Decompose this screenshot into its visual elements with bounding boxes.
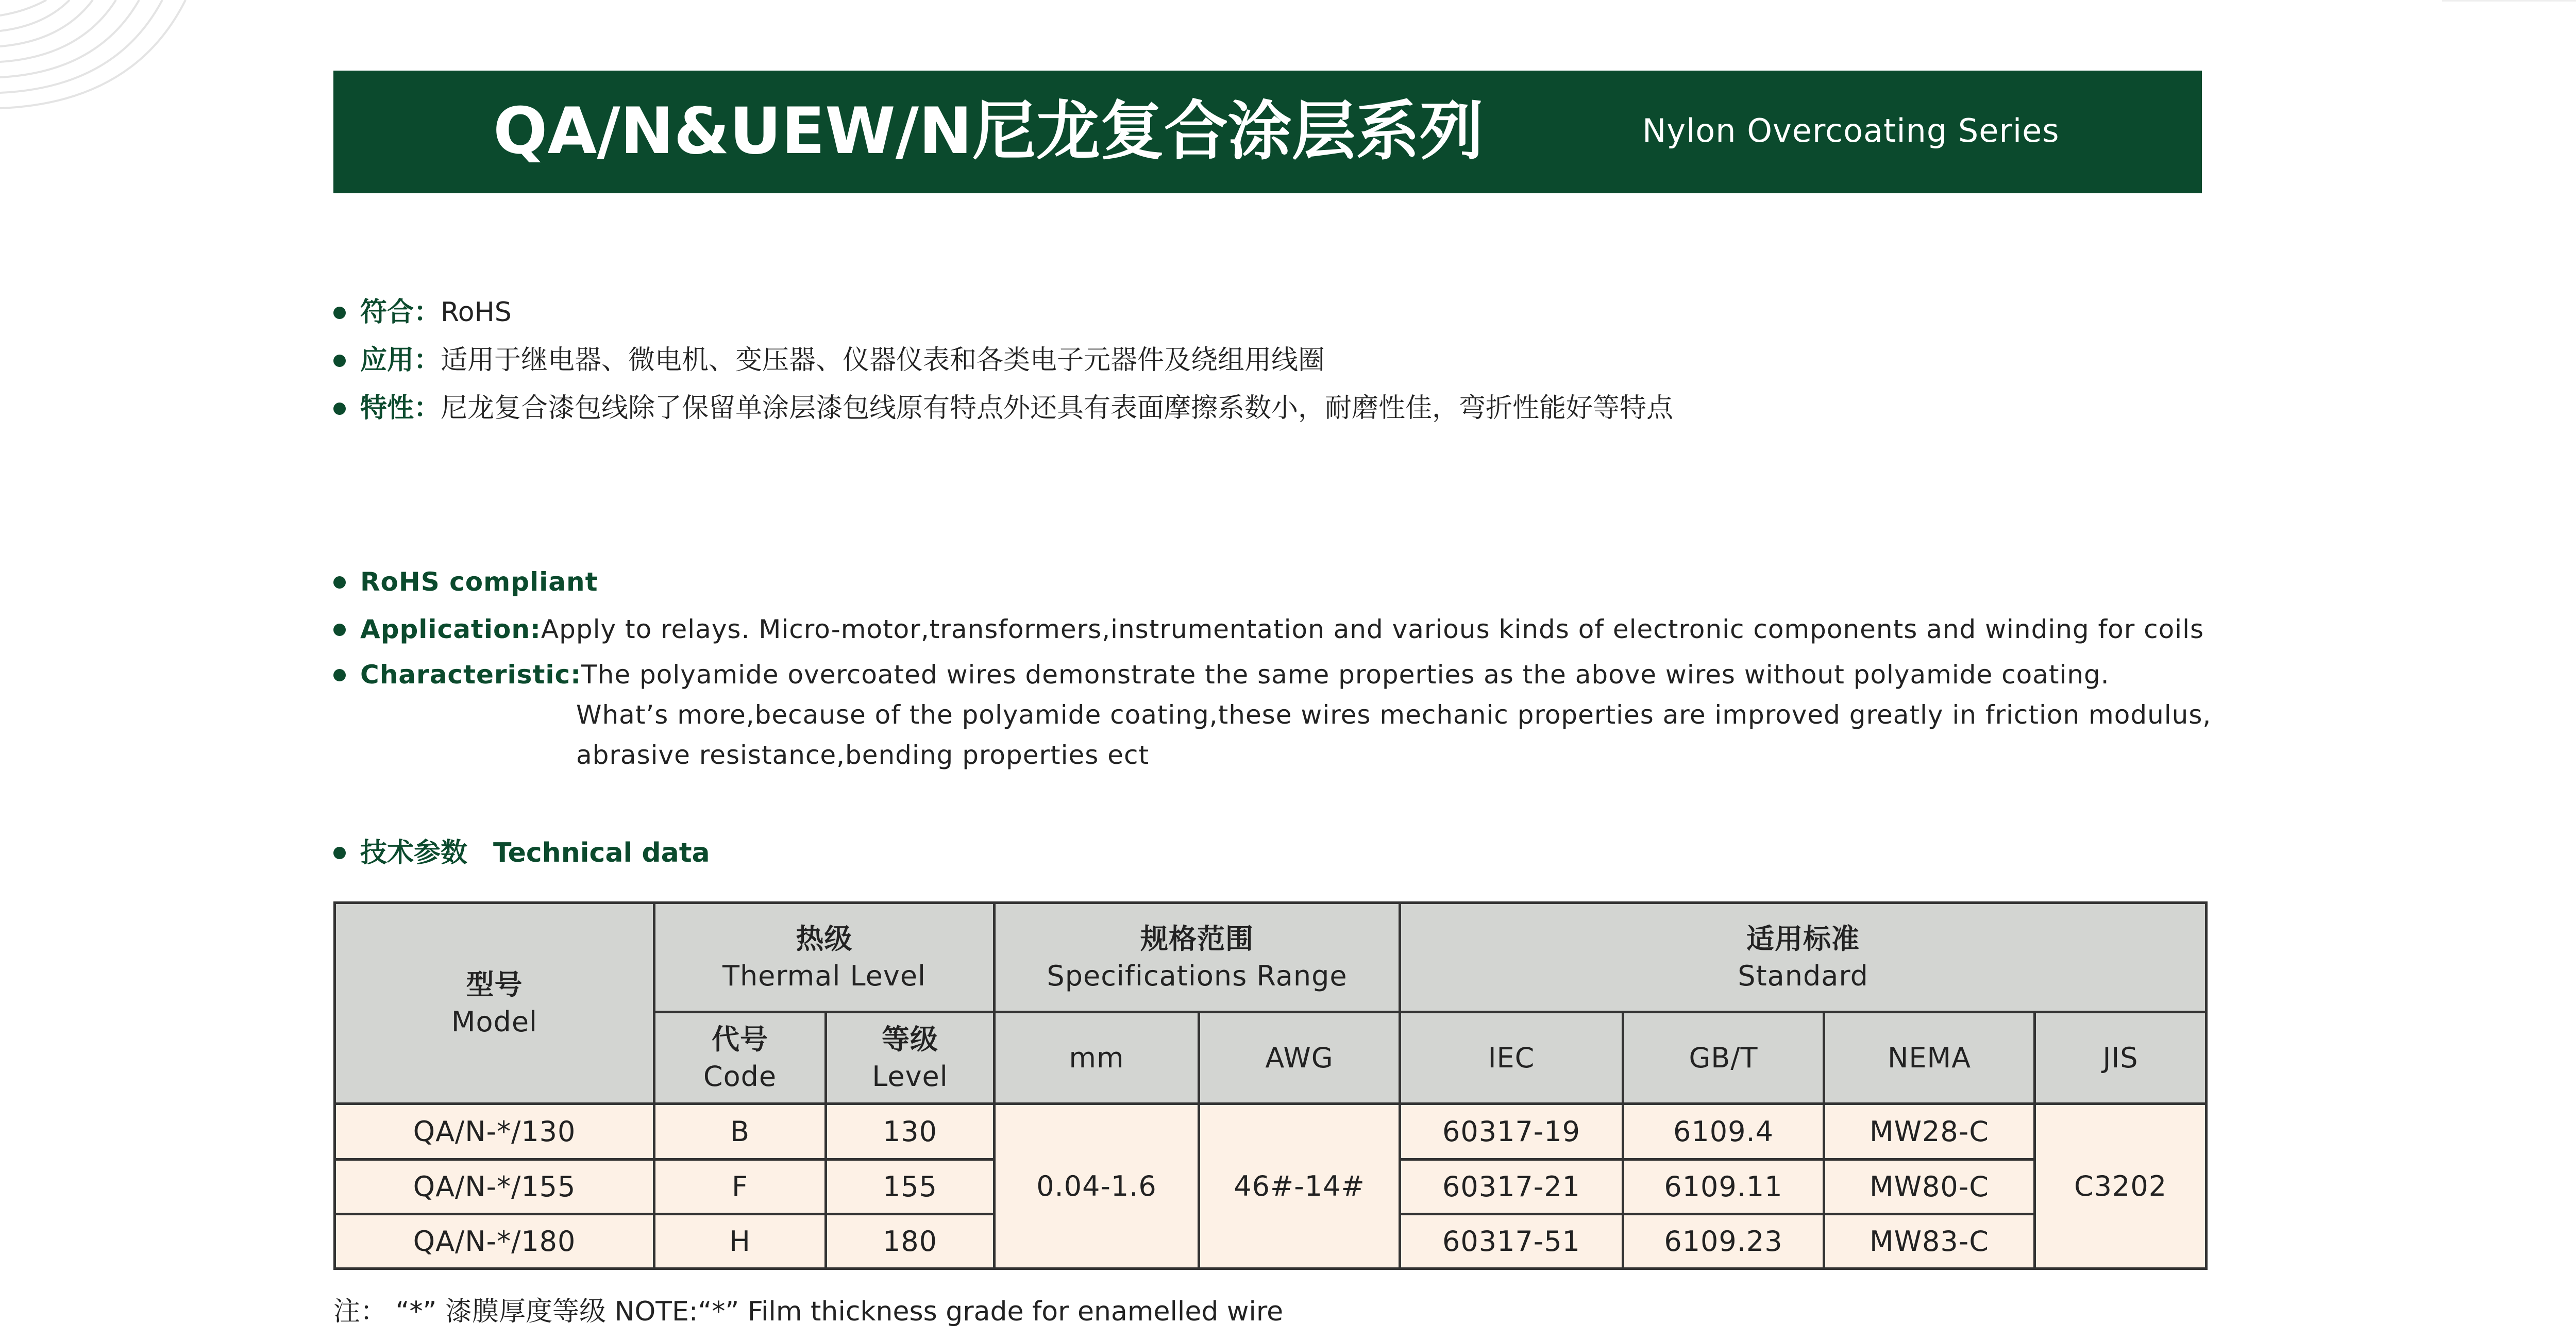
feature-text: 尼龙复合漆包线除了保留单涂层漆包线原有特点外还具有表面摩擦系数小，耐磨性佳，弯折性能好等特点 xyxy=(441,393,1674,424)
header-spec-range: 规格范围 Specifications Range xyxy=(995,903,1400,1012)
feature-en-application xyxy=(333,609,2211,655)
rohs-label: RoHS compliant xyxy=(360,567,598,597)
application-label: Application: xyxy=(360,614,541,644)
cell-level: 130 xyxy=(826,1104,995,1160)
technical-data-heading xyxy=(333,830,710,876)
header-level: 等级 Level xyxy=(826,1012,995,1104)
cell-nema: MW28-C xyxy=(1824,1104,2035,1160)
cell-gbt: 6109.4 xyxy=(1623,1104,1824,1160)
page-title: QA/N&UEW/N尼龙复合涂层系列 xyxy=(493,94,1484,169)
cell-level: 155 xyxy=(826,1160,995,1214)
page-subtitle: Nylon Overcoating Series xyxy=(1642,112,2060,149)
cell-iec: 60317-21 xyxy=(1400,1160,1623,1214)
characteristic-label: Characteristic: xyxy=(360,660,582,690)
header-model: 型号 Model xyxy=(335,903,654,1104)
cell-gbt: 6109.11 xyxy=(1623,1160,1824,1214)
header-mm: mm xyxy=(995,1012,1199,1104)
feature-cn-compliance xyxy=(333,289,1673,337)
cell-nema: MW80-C xyxy=(1824,1160,2035,1214)
cell-iec: 60317-19 xyxy=(1400,1104,1623,1160)
technical-data-heading-cn: 技术参数 xyxy=(360,838,468,868)
feature-cn-characteristic xyxy=(333,384,1673,432)
characteristic-text-line1: The polyamide overcoated wires demonstrate the same properties as the above wires without polyamide coating. xyxy=(581,660,2110,690)
cell-model: QA/N-*/130 xyxy=(335,1104,654,1160)
header-thermal-level: 热级 Thermal Level xyxy=(654,903,995,1012)
corner-arc-decoration xyxy=(0,0,196,119)
feature-label: 符合： xyxy=(360,297,441,328)
cell-level: 180 xyxy=(826,1214,995,1269)
cell-model: QA/N-*/180 xyxy=(335,1214,654,1269)
header-iec: IEC xyxy=(1400,1012,1623,1104)
characteristic-text-line2: What’s more,because of the polyamide coating,these wires mechanic properties are improved greatly in friction modulus, xyxy=(576,700,2212,730)
cell-model: QA/N-*/155 xyxy=(335,1160,654,1214)
feature-cn-application xyxy=(333,337,1673,384)
feature-en-characteristic xyxy=(333,655,2211,775)
cell-awg-range: 46#-14# xyxy=(1199,1104,1400,1269)
cell-gbt: 6109.23 xyxy=(1623,1214,1824,1269)
table-header-row xyxy=(335,903,2207,1012)
cell-iec: 60317-51 xyxy=(1400,1214,1623,1269)
cell-nema: MW83-C xyxy=(1824,1214,2035,1269)
cell-code: H xyxy=(654,1214,826,1269)
header-standard: 适用标准 Standard xyxy=(1400,903,2207,1012)
features-cn-list xyxy=(333,289,1673,432)
feature-label: 应用： xyxy=(360,345,441,376)
header-code: 代号 Code xyxy=(654,1012,826,1104)
header-awg: AWG xyxy=(1199,1012,1400,1104)
header-gbt: GB/T xyxy=(1623,1012,1824,1104)
cell-mm-range: 0.04-1.6 xyxy=(995,1104,1199,1269)
characteristic-text-line3: abrasive resistance,bending properties ect xyxy=(576,740,1150,770)
technical-data-heading-en: Technical data xyxy=(493,838,710,868)
cell-code: F xyxy=(654,1160,826,1214)
cell-code: B xyxy=(654,1104,826,1160)
header-jis: JIS xyxy=(2035,1012,2207,1104)
top-edge-line xyxy=(2442,0,2576,2)
cell-jis: C3202 xyxy=(2035,1104,2207,1269)
technical-data-table xyxy=(333,901,2208,1270)
features-en-list xyxy=(333,562,2211,775)
application-text: Apply to relays. Micro-motor,transformers,instrumentation and various kinds of electronic components and winding for coils xyxy=(541,614,2204,644)
feature-en-rohs xyxy=(333,562,2211,609)
table-row xyxy=(335,1104,2207,1160)
header-nema: NEMA xyxy=(1824,1012,2035,1104)
feature-text: 适用于继电器、微电机、变压器、仪器仪表和各类电子元器件及绕组用线圈 xyxy=(441,345,1325,376)
feature-text: RoHS xyxy=(441,297,512,328)
feature-label: 特性： xyxy=(360,393,441,424)
title-banner xyxy=(333,71,2202,193)
table-note: 注： “*” 漆膜厚度等级 NOTE:“*” Film thickness grade for enamelled wire xyxy=(333,1296,1284,1327)
